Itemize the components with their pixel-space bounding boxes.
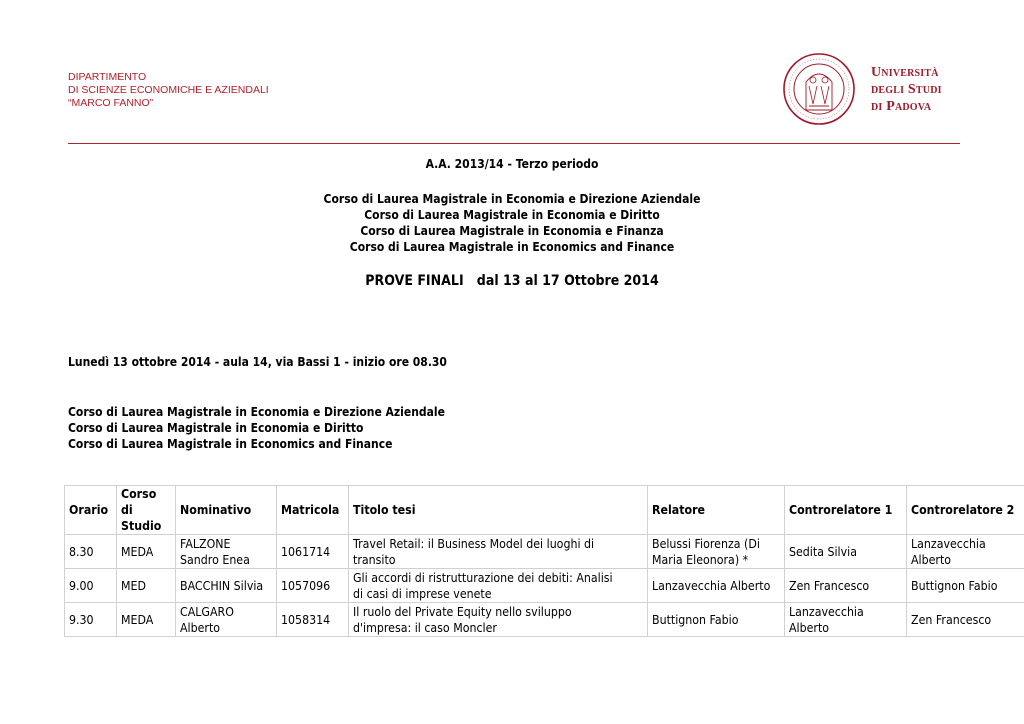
column-header: Corso di Studio <box>116 486 175 535</box>
document-title: PROVE FINALI dal 13 al 17 Ottobre 2014 <box>365 273 659 289</box>
table-cell: MED <box>116 569 175 603</box>
table-cell: MEDA <box>116 603 175 637</box>
course-item: Corso di Laurea Magistrale in Economia e Diritto <box>364 208 660 222</box>
table-cell: Buttignon Fabio <box>647 603 785 637</box>
university-seal-icon <box>782 52 856 126</box>
column-header: Controrelatore 2 <box>906 486 1024 535</box>
table-cell: FALZONE Sandro Enea <box>175 535 276 569</box>
table-cell: 9.00 <box>65 569 117 603</box>
table-header-row <box>65 486 1024 535</box>
university-logo <box>782 52 962 128</box>
table-row <box>65 569 1024 603</box>
table-cell: MEDA <box>116 535 175 569</box>
course-item: Corso di Laurea Magistrale in Economics and Finance <box>349 240 675 254</box>
department-line-2: DI SCIENZE ECONOMICHE E AZIENDALI <box>68 84 269 96</box>
column-header: Matricola <box>276 486 348 535</box>
column-header: Orario <box>65 486 117 535</box>
table-cell: 9.30 <box>65 603 117 637</box>
course-list <box>51 191 973 255</box>
thesis-schedule-table <box>64 485 1024 637</box>
table-row <box>65 603 1024 637</box>
column-header: Nominativo <box>175 486 276 535</box>
table-cell: Lanzavecchia Alberto <box>647 569 785 603</box>
column-header: Relatore <box>647 486 785 535</box>
university-name <box>871 64 942 115</box>
academic-year: A.A. 2013/14 - Terzo periodo <box>425 157 599 171</box>
table-row <box>65 535 1024 569</box>
table-cell: CALGARO Alberto <box>175 603 276 637</box>
university-name-line-1: Università <box>871 65 939 80</box>
table-cell: Lanzavecchia Alberto <box>906 535 1024 569</box>
table-cell: Gli accordi di ristrutturazione dei debiti: Analisi di casi di imprese venete <box>348 569 647 603</box>
table-cell: BACCHIN Silvia <box>175 569 276 603</box>
session-courses <box>68 404 445 452</box>
department-line-1: DIPARTIMENTO <box>68 71 147 83</box>
header-divider <box>68 143 960 144</box>
table-cell: 1058314 <box>276 603 348 637</box>
table-cell: Belussi Fiorenza (Di Maria Eleonora) * <box>647 535 785 569</box>
department-name <box>68 71 269 110</box>
column-header: Controrelatore 1 <box>785 486 906 535</box>
table-cell: Zen Francesco <box>906 603 1024 637</box>
department-line-3: “MARCO FANNO” <box>68 97 154 109</box>
table-cell: Zen Francesco <box>785 569 906 603</box>
session-course-item: Corso di Laurea Magistrale in Economia e Diritto <box>68 421 364 435</box>
table-cell: Travel Retail: il Business Model dei luoghi di transito <box>348 535 647 569</box>
table-cell: Lanzavecchia Alberto <box>785 603 906 637</box>
university-name-line-2: degli Studi <box>871 82 942 97</box>
session-course-item: Corso di Laurea Magistrale in Economia e Direzione Aziendale <box>68 405 445 419</box>
table-cell: Sedita Silvia <box>785 535 906 569</box>
course-item: Corso di Laurea Magistrale in Economia e Finanza <box>360 224 664 238</box>
session-date: Lunedì 13 ottobre 2014 - aula 14, via Bassi 1 - inizio ore 08.30 <box>68 355 447 369</box>
university-name-line-3: di Padova <box>871 99 932 114</box>
table-cell: Il ruolo del Private Equity nello sviluppo d'impresa: il caso Moncler <box>348 603 647 637</box>
course-item: Corso di Laurea Magistrale in Economia e Direzione Aziendale <box>323 192 701 206</box>
table-cell: 8.30 <box>65 535 117 569</box>
column-header: Titolo tesi <box>348 486 647 535</box>
table-cell: Buttignon Fabio <box>906 569 1024 603</box>
table-cell: 1057096 <box>276 569 348 603</box>
table-cell: 1061714 <box>276 535 348 569</box>
session-course-item: Corso di Laurea Magistrale in Economics and Finance <box>68 437 393 451</box>
